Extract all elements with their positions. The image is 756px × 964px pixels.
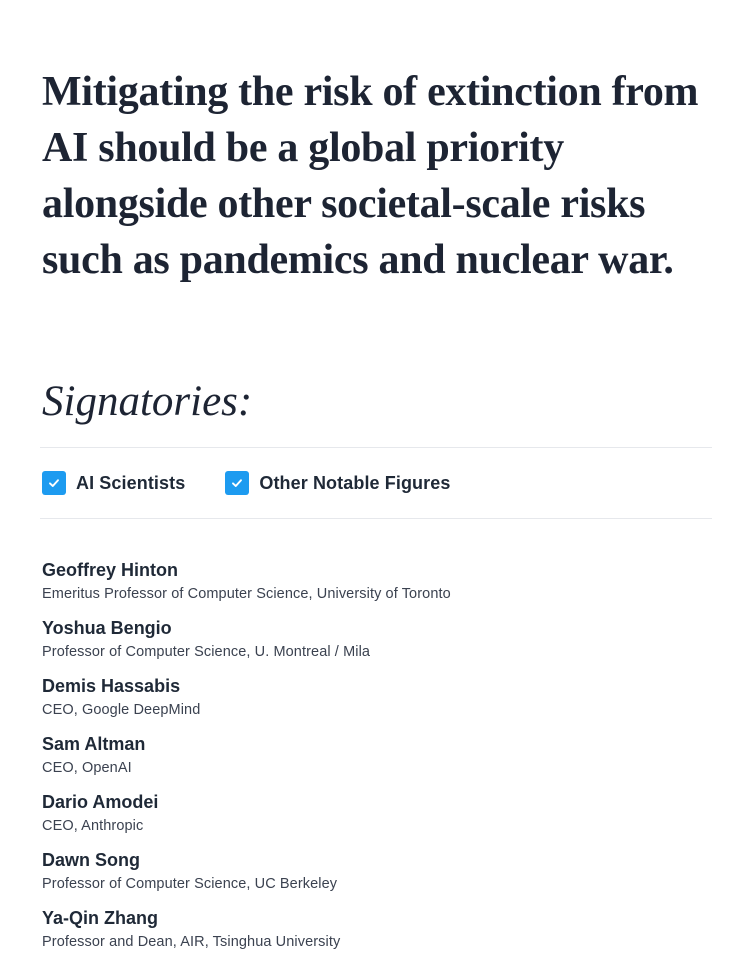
- signatory-name: Yoshua Bengio: [42, 618, 172, 638]
- statement-text: Mitigating the risk of extinction from AI should be a global priority alongside other societal-scale risks such as pandemics and nuclear war.: [42, 69, 699, 283]
- signatory-name: Geoffrey Hinton: [42, 560, 179, 580]
- signatory-list: [42, 558, 722, 964]
- signatory-item: [42, 674, 722, 732]
- signatory-title: Professor of Computer Science, UC Berkeley: [42, 876, 338, 892]
- signatories-heading: Signatories:: [42, 378, 253, 425]
- signatory-title: CEO, OpenAI: [42, 760, 132, 776]
- signatory-item: [42, 790, 722, 848]
- signatory-name: Dawn Song: [42, 850, 140, 870]
- signatory-item: [42, 848, 722, 906]
- ai-scientists-checkbox[interactable]: [42, 471, 66, 495]
- signatory-item: [42, 616, 722, 674]
- signatory-name: Ya-Qin Zhang: [42, 908, 159, 928]
- signatory-title: Emeritus Professor of Computer Science, University of Toronto: [42, 586, 451, 602]
- signatory-name: Dario Amodei: [42, 792, 159, 812]
- checkmark-icon: [47, 476, 61, 490]
- signatory-title: CEO, Google DeepMind: [42, 702, 201, 718]
- divider-bottom: [40, 518, 712, 519]
- signatory-item: [42, 906, 722, 964]
- filter-ai-scientists[interactable]: [42, 471, 185, 495]
- filter-other-notable-figures[interactable]: [225, 471, 450, 495]
- other-notable-figures-checkbox[interactable]: [225, 471, 249, 495]
- signatory-title: CEO, Anthropic: [42, 818, 144, 834]
- ai-scientists-label: AI Scientists: [76, 472, 186, 493]
- signatory-name: Sam Altman: [42, 734, 146, 754]
- signatory-title: Professor of Computer Science, U. Montreal / Mila: [42, 644, 371, 660]
- signatory-item: [42, 732, 722, 790]
- signatory-item: [42, 558, 722, 616]
- checkmark-icon: [230, 476, 244, 490]
- signatory-title: Professor and Dean, AIR, Tsinghua University: [42, 934, 341, 950]
- divider-top: [40, 447, 712, 448]
- other-notable-figures-label: Other Notable Figures: [259, 472, 451, 493]
- signatory-filters: [42, 470, 450, 496]
- signatory-name: Demis Hassabis: [42, 676, 181, 696]
